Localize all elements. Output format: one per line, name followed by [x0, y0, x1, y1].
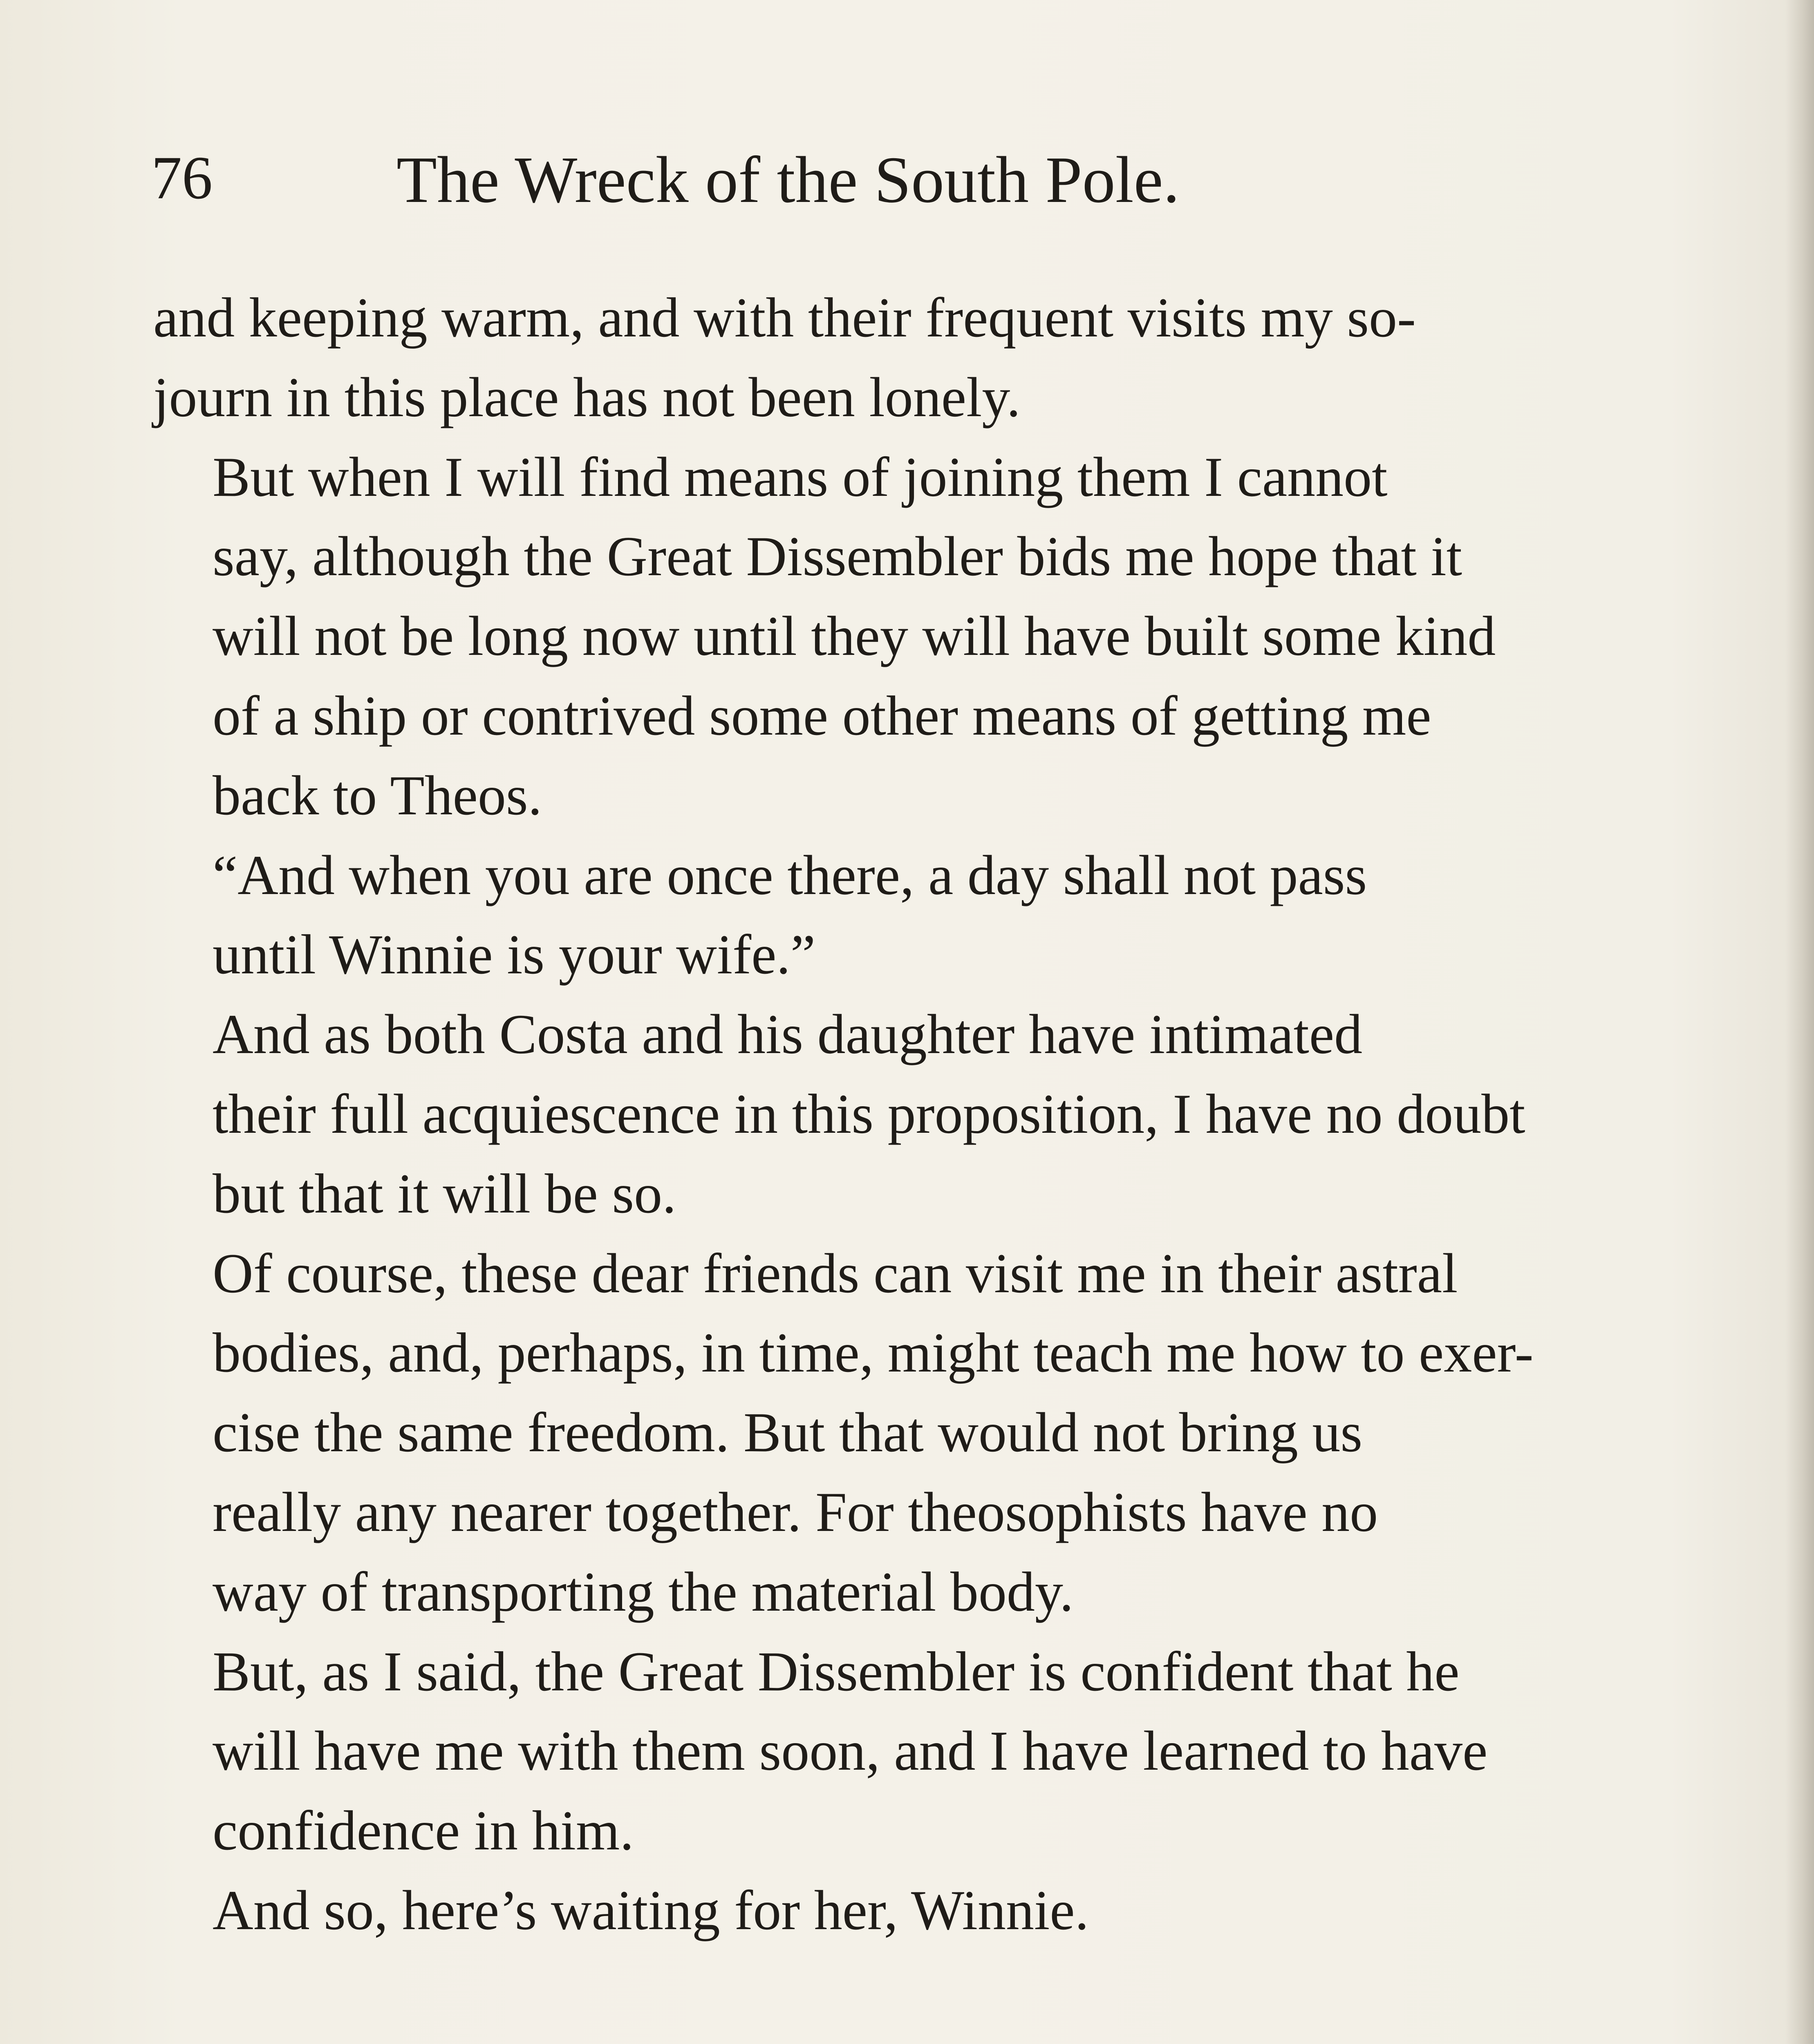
text-line: and keeping warm, and with their frequent visits my so-: [153, 286, 1416, 349]
text-line: Of course, these dear friends can visit me in their astral: [213, 1242, 1458, 1304]
text-line: will not be long now until they will have built some kind: [213, 605, 1496, 668]
text-line: back to Theos.: [213, 764, 542, 827]
paragraph: [153, 995, 1580, 1233]
paragraph-continued: [153, 278, 1580, 437]
running-title: The Wreck of the South Pole.: [396, 143, 1180, 217]
text-line: say, although the Great Dissembler bids me hope that it: [213, 525, 1462, 588]
running-header: [151, 139, 1582, 229]
text-line: bodies, and, perhaps, in time, might teach me how to exer-: [213, 1321, 1534, 1384]
text-line: And as both Costa and his daughter have intimated: [213, 1003, 1363, 1066]
text-line: But, as I said, the Great Dissembler is confident that he: [213, 1640, 1460, 1703]
text-line: until Winnie is your wife.”: [213, 923, 816, 986]
paragraph: [153, 1871, 1580, 1950]
text-line: And so, here’s waiting for her, Winnie.: [213, 1878, 1089, 1941]
paragraph: [153, 437, 1580, 836]
text-line: confidence in him.: [213, 1799, 634, 1862]
body-text: [153, 278, 1580, 1950]
page-number: 76: [151, 144, 213, 212]
text-line: way of transporting the material body.: [213, 1560, 1074, 1623]
text-line: but that it will be so.: [213, 1162, 676, 1225]
page-edge-shadow: [1785, 0, 1814, 2044]
text-line: journ in this place has not been lonely.: [153, 365, 1021, 428]
text-line: “And when you are once there, a day shall not pass: [213, 843, 1367, 906]
text-line: cise the same freedom. But that would not bring us: [213, 1401, 1363, 1464]
paragraph: [153, 836, 1580, 995]
paragraph: [153, 1632, 1580, 1871]
text-line: But when I will find means of joining them I cannot: [213, 445, 1388, 508]
text-line: their full acquiescence in this proposition, I have no doubt: [213, 1082, 1525, 1145]
text-line: will have me with them soon, and I have learned to have: [213, 1719, 1488, 1782]
paragraph: [153, 1234, 1580, 1632]
text-line: really any nearer together. For theosophists have no: [213, 1480, 1378, 1543]
text-line: of a ship or contrived some other means of getting me: [213, 684, 1431, 747]
